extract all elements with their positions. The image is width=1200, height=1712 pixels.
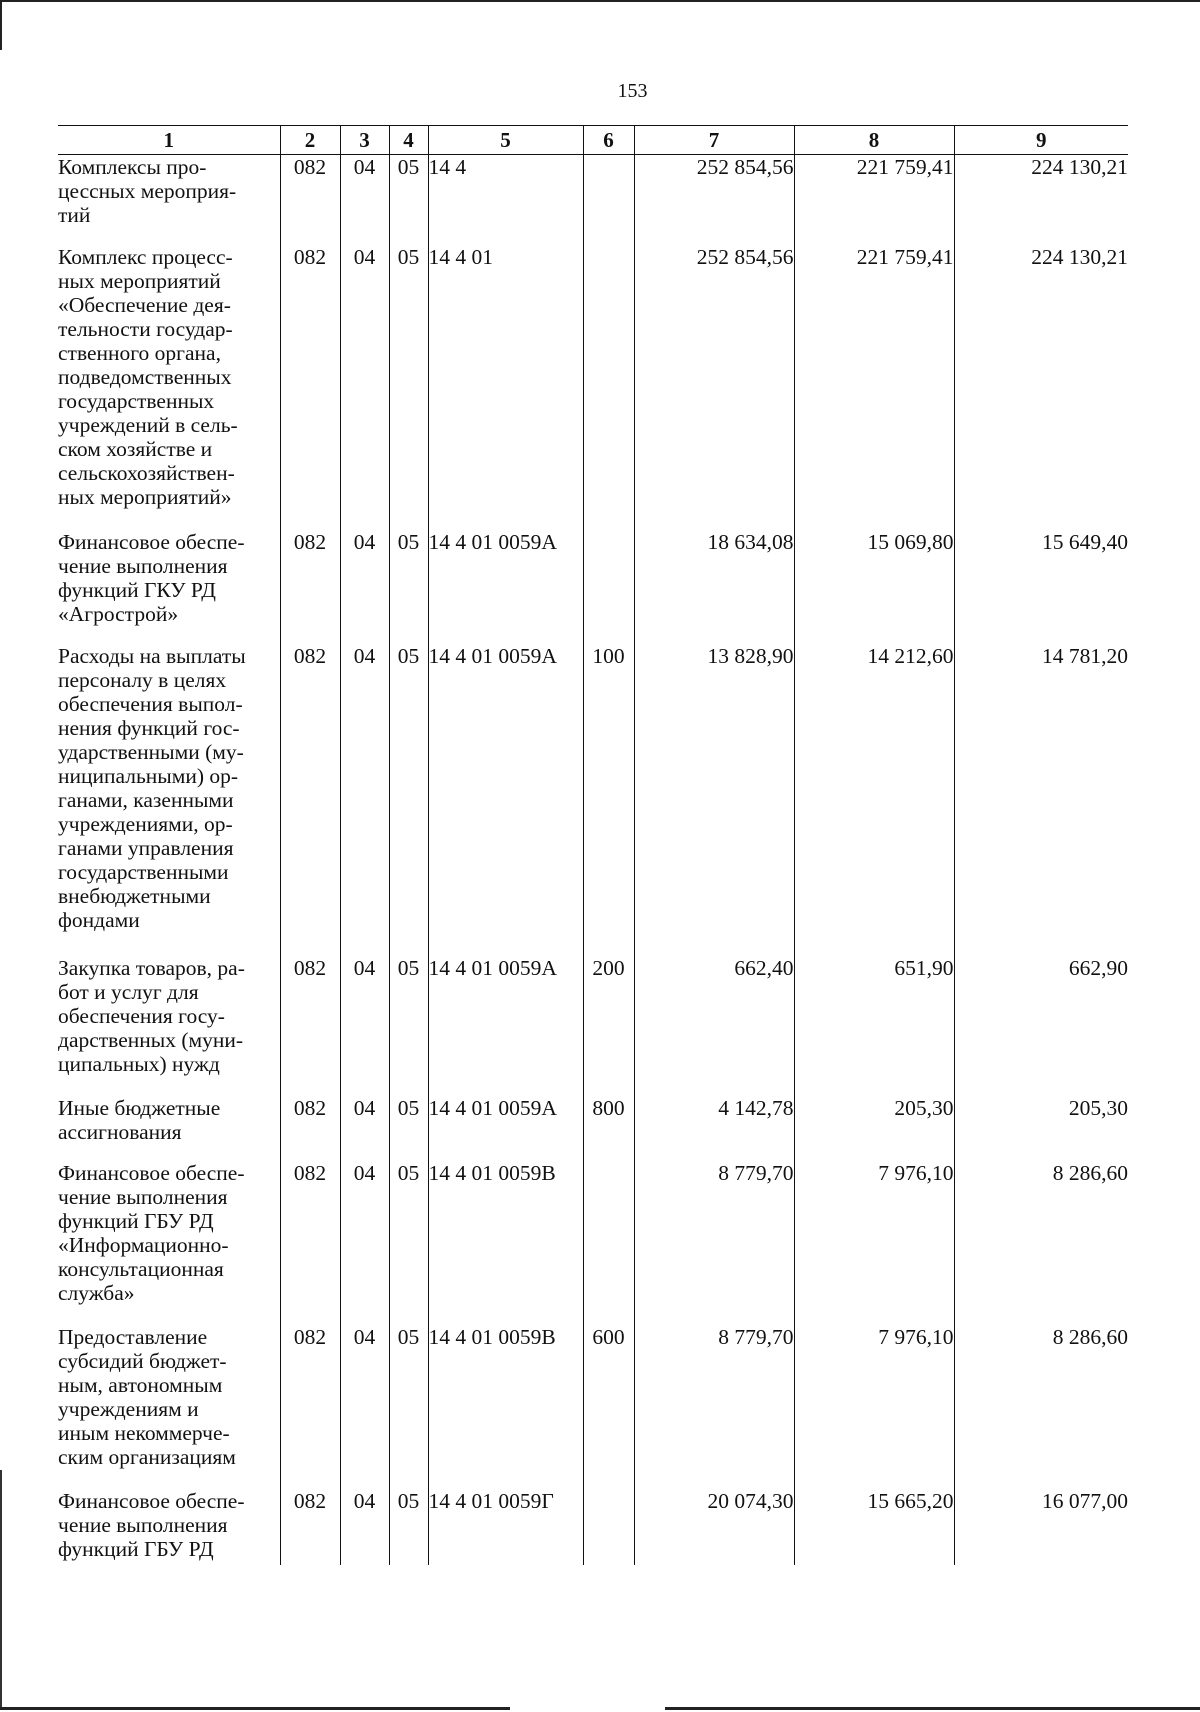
row-rz-cell: 04 <box>340 956 389 1096</box>
budget-table <box>58 125 1128 1565</box>
scan-border-left <box>0 0 2 50</box>
table-row <box>58 1161 1128 1325</box>
row-name-cell: Финансовое обеспе- чение выполнения функций ГБУ РД <box>58 1489 245 1561</box>
row-value-col8: 205,30 <box>794 1096 954 1161</box>
row-value-col7: 662,40 <box>634 956 794 1096</box>
table-row <box>58 1325 1128 1489</box>
row-name-cell: Предоставление субсидий бюджет- ным, автономным учреждениям и иным некоммерче- ским организациям <box>58 1325 236 1469</box>
column-header: 5 <box>428 126 583 155</box>
row-rz-cell: 04 <box>340 644 389 956</box>
row-name-cell: Расходы на выплаты персоналу в целях обеспечения выпол- нения функций гос- ударственными (му- ниципальными) ор- ганами, казенными учреждениями, ор- ганами управления государственными внебюджетными фондами <box>58 644 246 932</box>
row-kcsr-cell: 14 4 01 0059А <box>428 1096 583 1161</box>
row-vr-cell <box>583 155 634 246</box>
row-pr-cell: 05 <box>389 155 428 246</box>
row-pr-cell: 05 <box>389 1489 428 1565</box>
row-pr-cell: 05 <box>389 1161 428 1325</box>
row-value-col8: 221 759,41 <box>794 245 954 530</box>
row-value-col8: 651,90 <box>794 956 954 1096</box>
row-value-col8: 7 976,10 <box>794 1325 954 1489</box>
row-vr-cell: 600 <box>583 1325 634 1489</box>
row-kcsr-cell: 14 4 01 0059В <box>428 1161 583 1325</box>
row-value-col8: 7 976,10 <box>794 1161 954 1325</box>
row-value-col7: 252 854,56 <box>634 245 794 530</box>
row-name-cell: Финансовое обеспе- чение выполнения функций ГБУ РД «Информационно- консультационная служба» <box>58 1161 245 1305</box>
row-kcsr-cell: 14 4 01 <box>428 245 583 530</box>
row-vr-cell <box>583 245 634 530</box>
row-pr-cell: 05 <box>389 530 428 644</box>
row-value-col8: 14 212,60 <box>794 644 954 956</box>
column-header: 1 <box>58 126 280 155</box>
table-row <box>58 1489 1128 1565</box>
column-header: 8 <box>794 126 954 155</box>
row-vr-cell: 800 <box>583 1096 634 1161</box>
table-row <box>58 530 1128 644</box>
column-header: 4 <box>389 126 428 155</box>
row-kcsr-cell: 14 4 01 0059Г <box>428 1489 583 1565</box>
row-value-col9: 16 077,00 <box>954 1489 1128 1565</box>
column-header: 9 <box>954 126 1128 155</box>
scan-border-bottom <box>0 1707 510 1710</box>
row-gr-cell: 082 <box>280 245 340 530</box>
row-value-col9: 8 286,60 <box>954 1325 1128 1489</box>
row-vr-cell: 100 <box>583 644 634 956</box>
row-vr-cell: 200 <box>583 956 634 1096</box>
table-row <box>58 956 1128 1096</box>
row-gr-cell: 082 <box>280 530 340 644</box>
row-value-col7: 13 828,90 <box>634 644 794 956</box>
row-pr-cell: 05 <box>389 956 428 1096</box>
row-name-cell: Иные бюджетные ассигнования <box>58 1096 221 1144</box>
row-value-col7: 252 854,56 <box>634 155 794 246</box>
row-pr-cell: 05 <box>389 644 428 956</box>
column-header: 6 <box>583 126 634 155</box>
row-name-cell: Закупка товаров, ра- бот и услуг для обеспечения госу- дарственных (муни- ципальных) нужд <box>58 956 245 1076</box>
row-name-cell: Финансовое обеспе- чение выполнения функций ГКУ РД «Агрострой» <box>58 530 245 626</box>
row-value-col7: 8 779,70 <box>634 1161 794 1325</box>
row-gr-cell: 082 <box>280 155 340 246</box>
scan-side-line <box>0 1470 2 1710</box>
scan-border-top <box>0 0 1200 2</box>
row-gr-cell: 082 <box>280 1161 340 1325</box>
row-value-col7: 4 142,78 <box>634 1096 794 1161</box>
page-number: 153 <box>617 80 648 102</box>
row-value-col7: 18 634,08 <box>634 530 794 644</box>
row-rz-cell: 04 <box>340 1325 389 1489</box>
row-value-col9: 205,30 <box>954 1096 1128 1161</box>
row-value-col9: 8 286,60 <box>954 1161 1128 1325</box>
row-gr-cell: 082 <box>280 1325 340 1489</box>
row-gr-cell: 082 <box>280 1489 340 1565</box>
row-rz-cell: 04 <box>340 155 389 246</box>
row-kcsr-cell: 14 4 01 0059А <box>428 956 583 1096</box>
row-rz-cell: 04 <box>340 1161 389 1325</box>
row-value-col9: 224 130,21 <box>954 155 1128 246</box>
table-row <box>58 155 1128 246</box>
row-kcsr-cell: 14 4 01 0059А <box>428 644 583 956</box>
row-value-col9: 224 130,21 <box>954 245 1128 530</box>
table-body <box>58 155 1128 1566</box>
row-rz-cell: 04 <box>340 530 389 644</box>
row-value-col9: 15 649,40 <box>954 530 1128 644</box>
scan-border-bottom <box>665 1707 1200 1710</box>
row-name-cell: Комплексы про- цессных мероприя- тий <box>58 155 237 227</box>
row-name-cell: Комплекс процесс- ных мероприятий «Обеспечение дея- тельности государ- ственного органа, подведомственных государственных учреждений в сель- ском хозяйстве и сельскохозяйствен- ных мероприятий» <box>58 245 238 509</box>
column-header: 2 <box>280 126 340 155</box>
row-value-col7: 8 779,70 <box>634 1325 794 1489</box>
column-header: 3 <box>340 126 389 155</box>
row-value-col8: 221 759,41 <box>794 155 954 246</box>
row-pr-cell: 05 <box>389 245 428 530</box>
row-pr-cell: 05 <box>389 1325 428 1489</box>
row-vr-cell <box>583 1161 634 1325</box>
table-row <box>58 644 1128 956</box>
row-kcsr-cell: 14 4 01 0059В <box>428 1325 583 1489</box>
row-value-col9: 662,90 <box>954 956 1128 1096</box>
table-row <box>58 1096 1128 1161</box>
row-gr-cell: 082 <box>280 1096 340 1161</box>
table-row <box>58 245 1128 530</box>
row-value-col9: 14 781,20 <box>954 644 1128 956</box>
table-header-row <box>58 126 1128 155</box>
row-vr-cell <box>583 530 634 644</box>
row-kcsr-cell: 14 4 <box>428 155 583 246</box>
row-kcsr-cell: 14 4 01 0059А <box>428 530 583 644</box>
row-value-col8: 15 069,80 <box>794 530 954 644</box>
column-header: 7 <box>634 126 794 155</box>
row-vr-cell <box>583 1489 634 1565</box>
row-rz-cell: 04 <box>340 1489 389 1565</box>
row-value-col7: 20 074,30 <box>634 1489 794 1565</box>
row-gr-cell: 082 <box>280 956 340 1096</box>
row-gr-cell: 082 <box>280 644 340 956</box>
row-rz-cell: 04 <box>340 245 389 530</box>
row-pr-cell: 05 <box>389 1096 428 1161</box>
row-value-col8: 15 665,20 <box>794 1489 954 1565</box>
row-rz-cell: 04 <box>340 1096 389 1161</box>
